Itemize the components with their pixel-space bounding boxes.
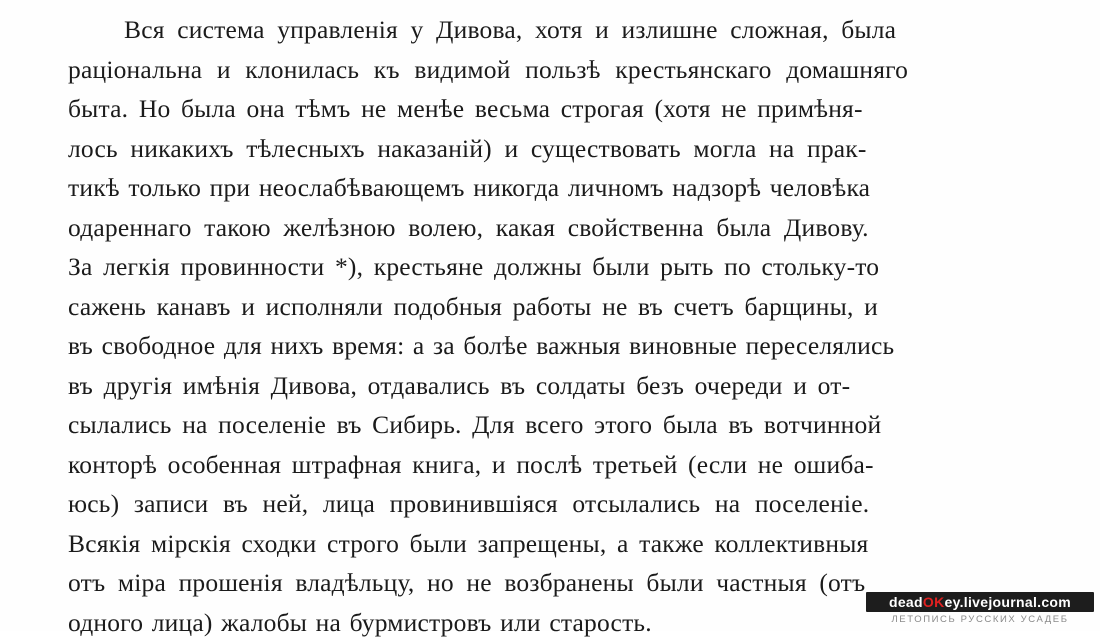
watermark-url-bar <box>866 592 1094 612</box>
watermark-highlight: OK <box>923 592 945 612</box>
watermark <box>866 592 1094 625</box>
text-line: юсь) записи въ ней, лица провинившіяся отсылались на поселеніе. <box>68 484 1033 524</box>
text-line: въ свободное для нихъ время: а за болѣе важныя виновные переселялись <box>68 326 1033 366</box>
text-line: быта. Но была она тѣмъ не менѣе весьма строгая (хотя не примѣня- <box>68 89 1033 129</box>
text-line: лось никакихъ тѣлесныхъ наказаній) и существовать могла на прак- <box>68 129 1033 169</box>
text-line: тикѣ только при неослабѣвающемъ никогда личномъ надзорѣ человѣка <box>68 168 1033 208</box>
text-line: отъ міра прошенія владѣльцу, но не возбранены были частныя (отъ <box>68 563 1033 603</box>
text-line: одареннаго такою желѣзною волею, какая свойственна была Дивову. <box>68 208 1033 248</box>
text-line: раціональна и клонилась къ видимой пользѣ крестьянскаго домашняго <box>68 50 1033 90</box>
text-line: сылались на поселеніе въ Сибирь. Для всего этого была въ вотчинной <box>68 405 1033 445</box>
body-text <box>68 10 1033 642</box>
text-line: одного лица) жалобы на бурмистровъ или старость. <box>68 603 1033 642</box>
text-line: конторѣ особенная штрафная книга, и послѣ третьей (если не ошиба- <box>68 445 1033 485</box>
text-line: сажень канавъ и исполняли подобныя работы не въ счетъ барщины, и <box>68 287 1033 327</box>
text-line: Вся система управленія у Дивова, хотя и излишне сложная, была <box>68 10 1033 50</box>
watermark-suffix: ey.livejournal.com <box>944 592 1071 612</box>
text-line: въ другія имѣнія Дивова, отдавались въ солдаты безъ очереди и от- <box>68 366 1033 406</box>
text-line: За легкія провинности *), крестьяне должны были рыть по стольку-то <box>68 247 1033 287</box>
watermark-prefix: dead <box>889 592 923 612</box>
text-line: Всякія мірскія сходки строго были запрещены, а также коллективныя <box>68 524 1033 564</box>
watermark-subtitle: ЛЕТОПИСЬ РУССКИХ УСАДЕБ <box>866 614 1094 625</box>
